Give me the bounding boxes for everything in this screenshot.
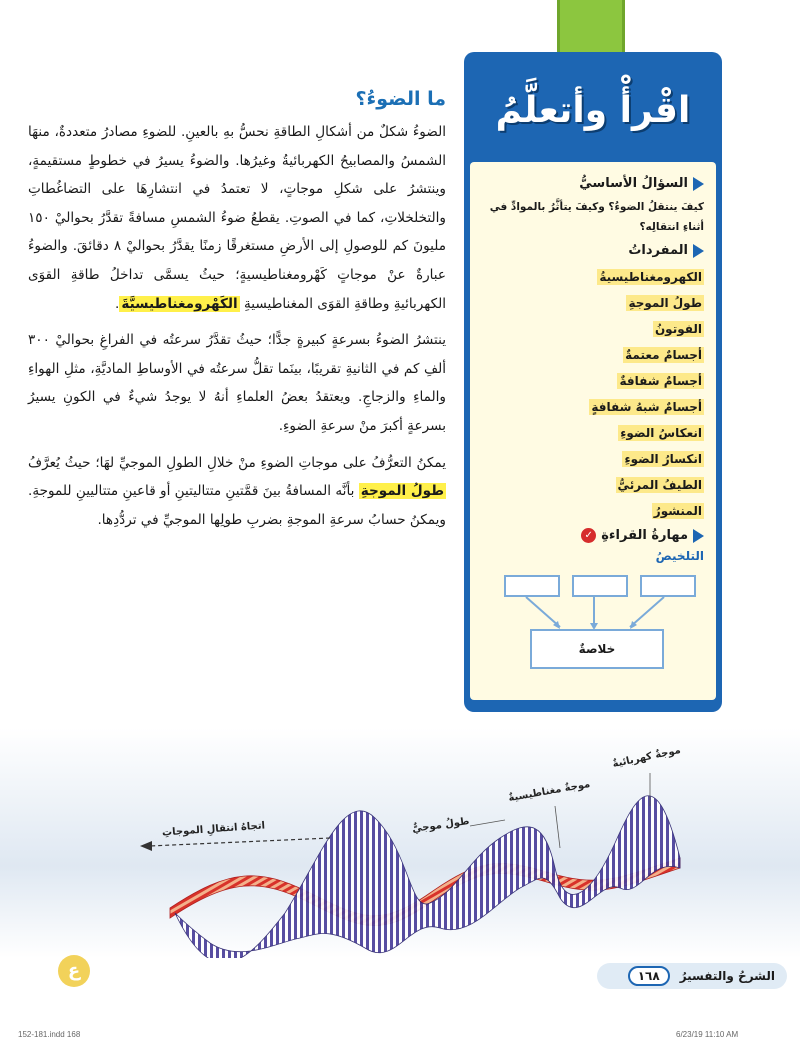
essential-question-title: السؤالُ الأساسيُّ	[579, 176, 688, 191]
direction-arrowhead	[140, 841, 152, 851]
vocabulary-item	[482, 446, 704, 472]
vocabulary-item	[482, 290, 704, 316]
vocabulary-list	[482, 264, 704, 524]
vocabulary-item	[482, 316, 704, 342]
paragraph-3-start: يمكنُ التعرُّفُ على موجاتِ الضوءِ منْ خلالِ الطولِ الموجيِّ لهَا؛ حيثُ يُعرَّفُ	[28, 454, 446, 471]
vocabulary-term: انكسارُ الضوءِ	[624, 452, 702, 466]
wave-drawing	[0, 728, 800, 958]
arrow-line	[526, 597, 560, 627]
vocabulary-item	[482, 264, 704, 290]
direction-label: اتجاهُ انتقالِ الموجاتِ	[161, 820, 266, 839]
paragraph-3	[28, 449, 446, 535]
vocabulary-item	[482, 498, 704, 524]
triangle-bullet-icon	[693, 177, 704, 191]
reading-skill-title: مهارةُ القراءةِ	[601, 528, 688, 543]
vocabulary-term: أجسامٌ معتمةٌ	[625, 348, 702, 362]
essential-question: كيفَ ينتقلُ الضوءُ؟ وكيفَ يتأثَّرُ بالموادِّ في أثناءِ انتقالِه؟	[489, 201, 704, 233]
summary-title: التلخيصُ	[655, 549, 704, 563]
checkmark-icon: ✓	[581, 528, 596, 543]
vocabulary-term: الكهرومغناطيسيةُ	[599, 270, 702, 284]
summary-input-box	[572, 575, 628, 597]
vocabulary-term: انعكاسُ الضوءِ	[620, 426, 702, 440]
arrow-line	[630, 597, 664, 627]
summary-result-box: خلاصةٌ	[530, 629, 664, 669]
page-number: ١٦٨	[628, 966, 670, 986]
summary-input-box	[640, 575, 696, 597]
vocabulary-heading	[482, 243, 704, 258]
summary-input-box	[504, 575, 560, 597]
vocabulary-item	[482, 368, 704, 394]
vocabulary-term: أجسامٌ شفافةٌ	[619, 374, 702, 388]
triangle-bullet-icon	[693, 529, 704, 543]
publisher-logo-icon: ع	[58, 955, 90, 987]
page-footer	[597, 963, 787, 989]
magnetic-pointer	[555, 806, 560, 848]
article-heading: ما الضوءُ؟	[355, 88, 446, 110]
electric-wave-label: موجةٌ كهربائيةٌ	[611, 744, 682, 771]
wavelength-label: طولُ موجيٌّ	[411, 816, 471, 835]
term-wavelength: طولُ الموجةِ	[360, 483, 444, 500]
summary-organizer	[482, 569, 704, 689]
print-slug-left: 152-181.indd 168	[18, 1030, 81, 1039]
vocabulary-term: طولُ الموجةِ	[628, 296, 702, 310]
triangle-bullet-icon	[693, 244, 704, 258]
paragraph-1	[28, 118, 446, 318]
electromagnetic-wave-figure	[0, 728, 800, 958]
section-name: الشرحُ والتفسيرُ	[679, 969, 775, 983]
vocabulary-title: المفرداتُ	[628, 243, 688, 258]
vocabulary-item	[482, 342, 704, 368]
sidebar-body	[470, 162, 716, 700]
reading-skill-heading	[482, 528, 704, 543]
magnetic-wave-label: موجةٌ مغناطيسيةٌ	[507, 778, 592, 805]
wavelength-pointer	[470, 820, 505, 826]
print-slug-right: 6/23/19 11:10 AM	[676, 1030, 739, 1039]
sidebar-title: اقْرأْ وأتعلَّمُ	[495, 89, 691, 131]
vocabulary-term: المنشورُ	[653, 504, 702, 518]
article	[28, 88, 446, 542]
paragraph-1-end: .	[115, 295, 120, 312]
term-electromagnetism: الكَهْرومغناطيسيَّةَ	[121, 295, 238, 312]
direction-arrow	[150, 838, 330, 846]
read-and-learn-sidebar	[464, 52, 722, 712]
vocabulary-item	[482, 420, 704, 446]
vocabulary-term: أجسامٌ شبهُ شفافةٍ	[591, 400, 702, 414]
sidebar-header	[470, 58, 716, 162]
vocabulary-item	[482, 394, 704, 420]
paragraph-3-end: بأنَّه المسافةُ بينَ قمَّتينِ متتاليتينِ أو قاعينِ متتاليينِ للموجةِ. ويمكنُ حسابُ سرعةِ الموجةِ بضربِ طولِها الموجيِّ في تردُّدِها.	[28, 483, 446, 528]
vocabulary-term: الطيفُ المرئيُّ	[617, 478, 702, 492]
vocabulary-item	[482, 472, 704, 498]
paragraph-2: ينتشرُ الضوءُ بسرعةٍ كبيرةٍ جدًّا؛ حيثُ تقدَّرُ سرعتُه في الفراغِ بحواليْ ٣٠٠ ألفِ كم في الثانيةِ تقريبًا، بينَما تقلُّ سرعتُه في الأوساطِ الماديَّةِ، مثلِ الهواءِ والماءِ والزجاجِ. ويعتقدُ بعضُ العلماءِ أنهُ لا يوجدُ شيءٌ في الكونِ يسيرُ بسرعةٍ أكبرَ منْ سرعةِ الضوءِ.	[28, 332, 446, 434]
essential-question-heading	[482, 176, 704, 191]
summary-arrows	[482, 597, 716, 631]
paragraph-1-text: الضوءُ شكلٌ من أشكالِ الطاقةِ نحسُّ بهِ بالعينِ. للضوءِ مصادرُ متعددةٌ، منهَا الشمسُ والمصابيحُ الكهربائيةُ وغيرُها. والضوءُ يسيرُ في خطوطٍ مستقيمةٍ، وينتشرُ على شكلِ موجاتٍ، لا تعتمدُ في انتشارِهَا على التضاغُطاتِ والتخلخلاتِ، كما في الصوتِ. يقطعُ ضوءُ الشمسِ مسافةً تقدَّرُ بحواليْ ١٥٠ مليونَ كم للوصولِ إلى الأرضِ مستغرقًا زمنًا يقدَّرُ بحواليْ ٨ دقائقَ. والضوءُ عبارةٌ عنْ موجاتٍ كَهْرومغناطيسيةٍ؛ حيثُ يسمَّى تداخلُ طاقةِ القوَى الكهربائيةِ وطاقةِ القوَى المغناطيسيةِ	[28, 124, 447, 312]
vocabulary-term: الفوتونُ	[654, 322, 702, 336]
